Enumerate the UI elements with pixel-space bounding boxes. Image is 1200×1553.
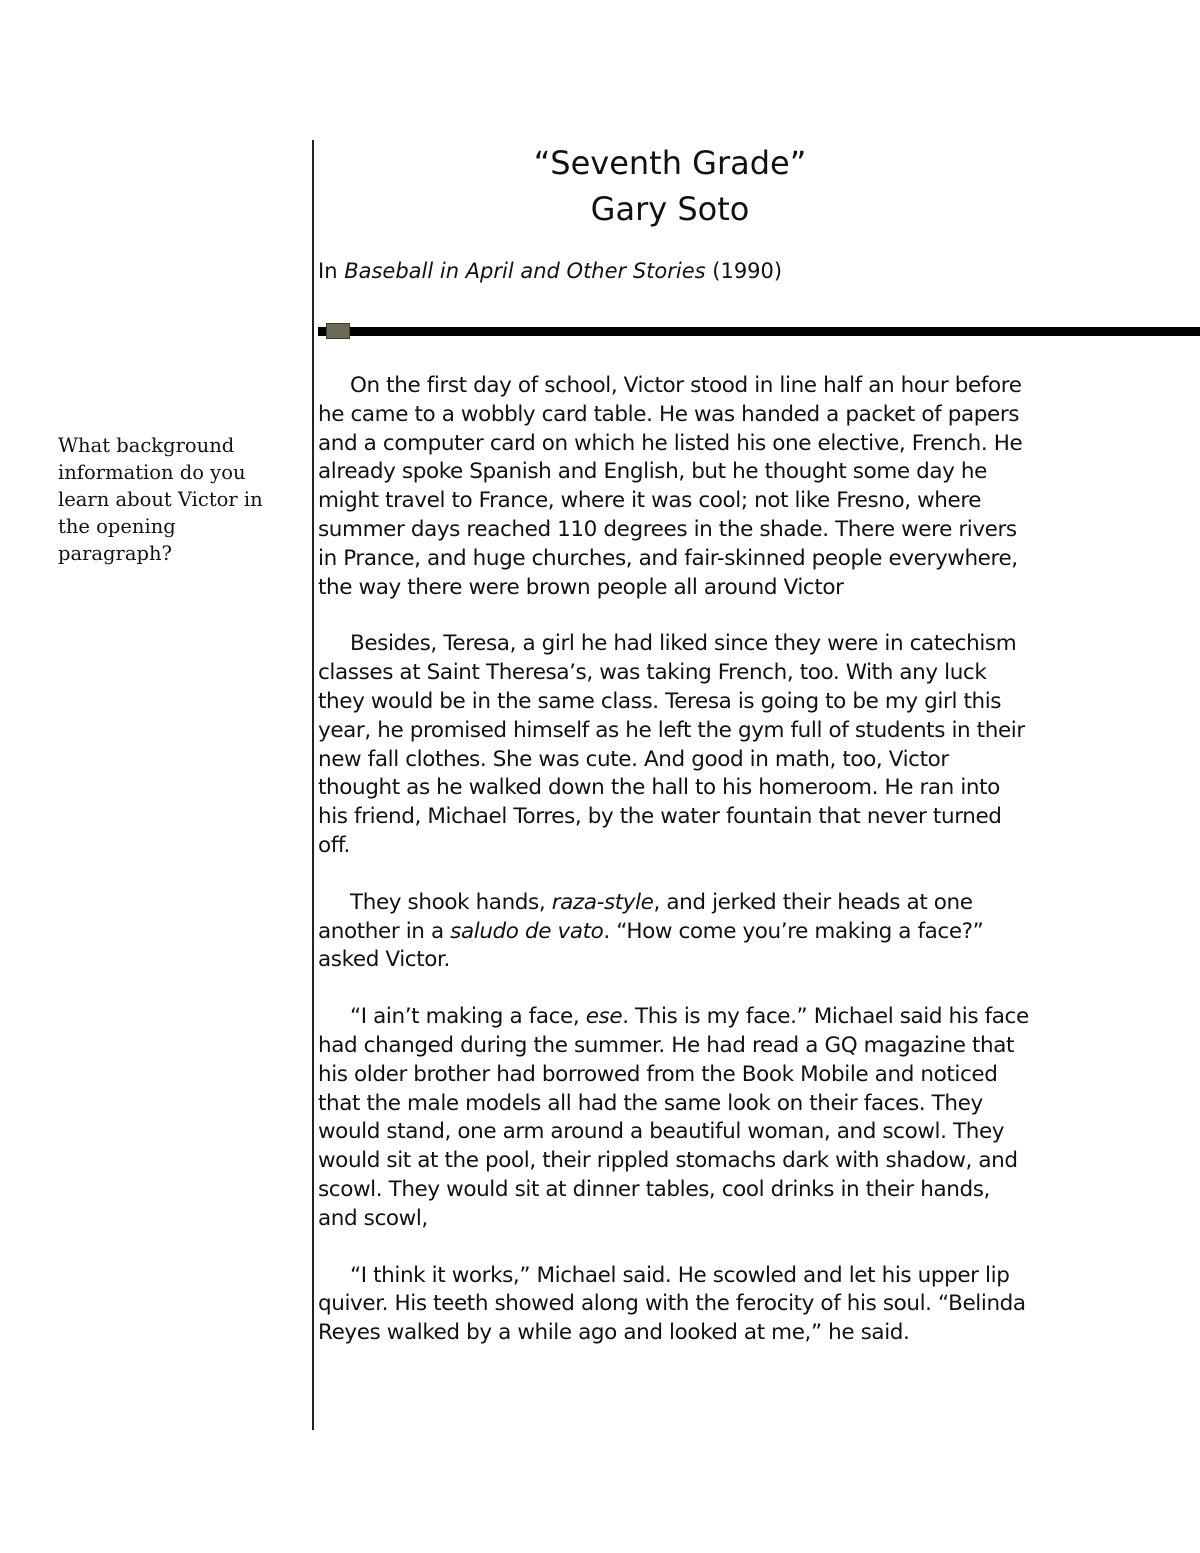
- vertical-divider: [312, 140, 314, 1430]
- paragraph-3-italic: saludo de vato: [450, 918, 604, 944]
- paragraph-4: [318, 1003, 1030, 1233]
- paragraph-3-italic: raza-style: [551, 889, 654, 915]
- margin-question-text: What background information do you learn about Victor in the opening paragraph?: [58, 434, 263, 565]
- source-citation: [318, 256, 782, 286]
- paragraph-1: On the first day of school, Victor stood in line half an hour before he came to a wobbly card table. He was handed a packet of papers and a computer card on which he listed his one elective, French. He already spoke Spanish and English, but he thought some day he might travel to France, where it was cool; not like Fresno, where summer days reached 110 degrees in the shade. There were rivers in Prance, and huge churches, and fair-skinned people everywhere, the way there were brown people all around Victor: [318, 373, 1023, 600]
- paragraph-4-text: “I ain’t making a face,: [350, 1004, 586, 1030]
- paragraph-5: “I think it works,” Michael said. He scowled and let his upper lip quiver. His teeth showed along with the ferocity of his soul. “Belinda Reyes walked by a while ago and looked at me,” he said.: [318, 1262, 1026, 1346]
- source-book-title: Baseball in April and Other Stories: [344, 259, 706, 283]
- source-year: (1990): [705, 259, 783, 283]
- paragraph-2: Besides, Teresa, a girl he had liked since they were in catechism classes at Saint Theresa’s, was taking French, too. With any luck they would be in the same class. Teresa is going to be my girl this year, he promised himself as he left the gym full of students in their new fall clothes. She was cute. And good in math, too, Victor thought as he walked down the hall to his homeroom. He ran into his friend, Michael Torres, by the water fountain that never turned off.: [318, 631, 1025, 858]
- margin-question: [58, 432, 273, 567]
- paragraph-3-text: , and jerked their heads at one another in a: [318, 889, 973, 944]
- paragraph-3: [318, 889, 1030, 975]
- paragraph-3-text: They shook hands,: [350, 889, 552, 915]
- title-block: [330, 140, 1010, 232]
- paragraph-4-text: . This is my face.” Michael said his face had changed during the summer. He had read a GQ magazine that his older brother had borrowed from the Book Mobile and noticed that the male models all had the same look on their faces. They would stand, one arm around a beautiful woman, and scowl. They would sit at the pool, their rippled stomachs dark with shadow, and scowl. They would sit at dinner tables, cool drinks in their hands, and scowl,: [318, 1004, 1029, 1231]
- horizontal-divider: [318, 327, 1200, 336]
- story-body: [318, 372, 1030, 1376]
- source-prefix: In: [318, 259, 345, 283]
- story-author: Gary Soto: [590, 190, 750, 228]
- story-title: “Seventh Grade”: [533, 144, 807, 182]
- divider-square-icon: [326, 323, 350, 339]
- paragraph-3-text: . “How come you’re making a face?” asked Victor.: [318, 918, 984, 973]
- paragraph-4-italic: ese: [585, 1004, 623, 1030]
